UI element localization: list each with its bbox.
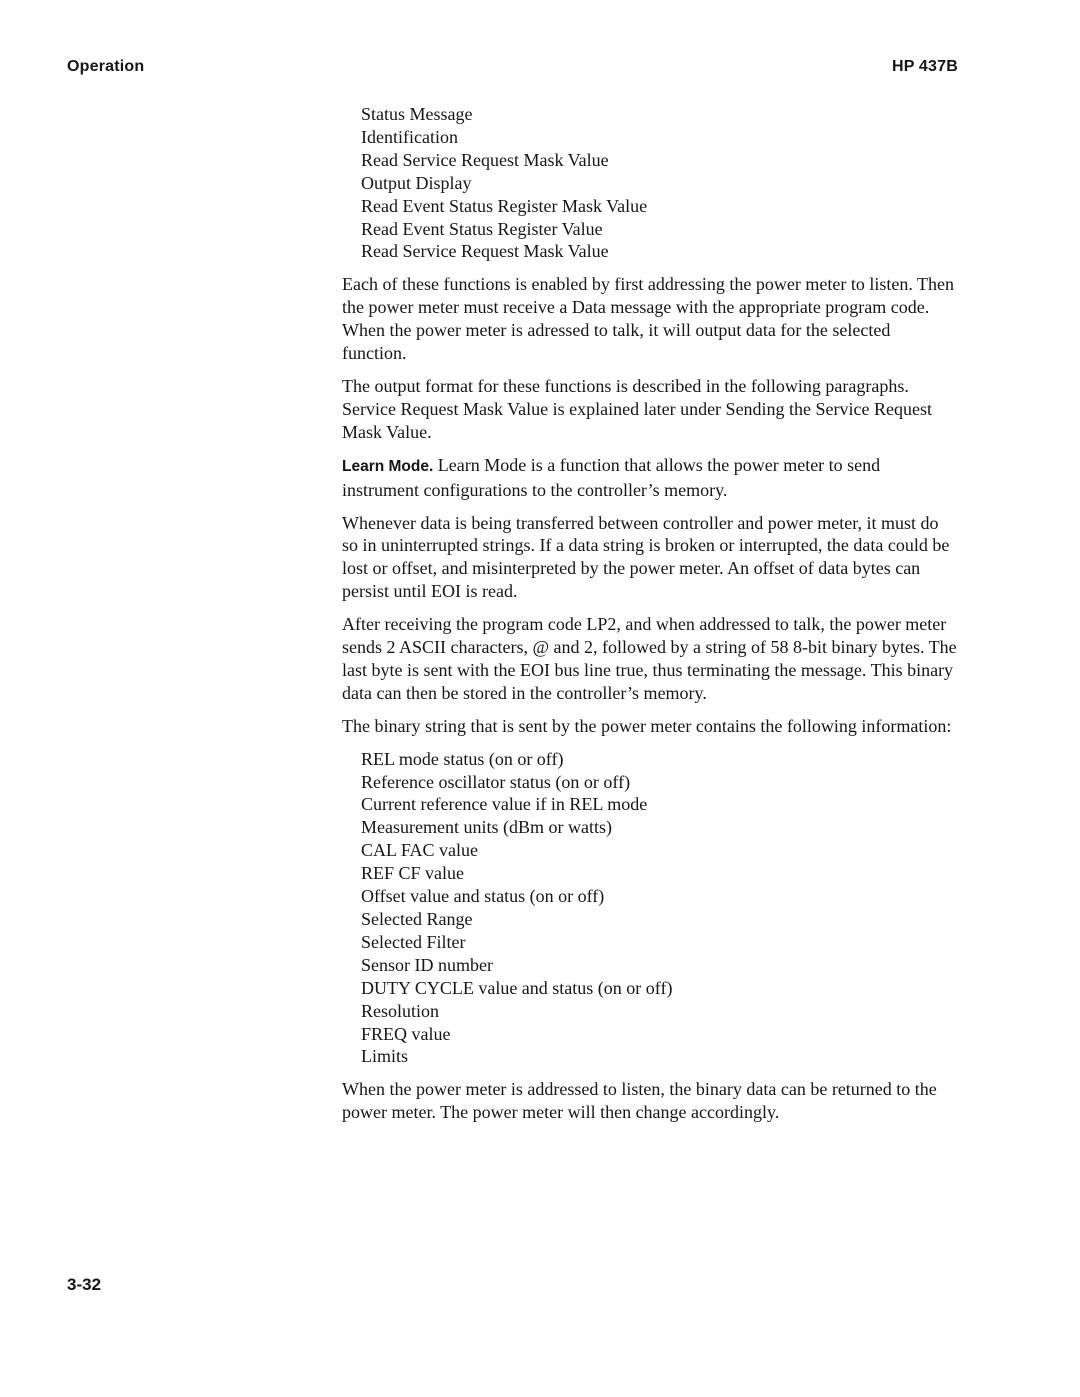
paragraph-return-data: When the power meter is addressed to listen, the binary data can be returned to the power meter. The power meter will then change accordingly. [342,1079,937,1123]
running-header-section: Operation [67,58,145,75]
list-item: DUTY CYCLE value and status (on or off) [361,977,673,998]
list-item: Limits [361,1046,409,1067]
list-item: Read Service Request Mask Value [361,241,609,262]
list-item: Selected Filter [361,931,466,952]
functions-list [361,103,957,263]
list-item: Resolution [361,1000,440,1021]
list-item: Read Event Status Register Value [361,218,603,239]
list-item: Read Event Status Register Mask Value [361,195,648,216]
list-item: Offset value and status (on or off) [361,886,605,907]
list-item: FREQ value [361,1023,451,1044]
list-item: REF CF value [361,863,465,884]
list-item: Measurement units (dBm or watts) [361,817,612,838]
list-item: Reference oscillator status (on or off) [361,771,631,792]
info-list [361,748,957,1069]
paragraph-output-format: The output format for these functions is described in the following paragraphs. Service Request Mask Value is explained later under Sending the Service Request Mask Value. [342,375,933,442]
list-item: Status Message [361,104,473,124]
list-item: Current reference value if in REL mode [361,794,648,815]
learn-mode-text: Learn Mode is a function that allows the power meter to send instrument configurations to the controller’s memory. [342,454,881,500]
body-text [342,103,957,1134]
list-item: CAL FAC value [361,840,478,861]
list-item: Identification [361,126,458,147]
paragraph-lp2: After receiving the program code LP2, and when addressed to talk, the power meter sends 2 ASCII characters, @ and 2, followed by a string of 58 8-bit binary bytes. The last byte is sent with the EOI bus line true, thus terminating the message. This binary data can then be stored in the controller’s memory. [342,614,957,703]
list-item: Sensor ID number [361,954,493,975]
list-item: Output Display [361,172,472,193]
list-item: Read Service Request Mask Value [361,149,609,170]
paragraph-data-transfer: Whenever data is being transferred between controller and power meter, it must do so in uninterrupted strings. If a data string is broken or interrupted, the data could be lost or offset, and misinterpreted by the power meter. An offset of data bytes can persist until EOI is read. [342,512,950,602]
paragraph-learn-mode [342,454,957,502]
running-header-model: HP 437B [891,58,958,75]
learn-mode-heading: Learn Mode. [342,457,434,475]
paragraph-binary-string: The binary string that is sent by the power meter contains the following information: [342,715,952,736]
list-item: REL mode status (on or off) [361,748,564,769]
paragraph-enable-functions: Each of these functions is enabled by first addressing the power meter to listen. Then the power meter must receive a Data message with the appropriate program code. When the power meter is adressed to talk, it will output data for the selected function. [342,274,954,364]
list-item: Selected Range [361,909,473,929]
page-number: 3-32 [67,1275,102,1294]
